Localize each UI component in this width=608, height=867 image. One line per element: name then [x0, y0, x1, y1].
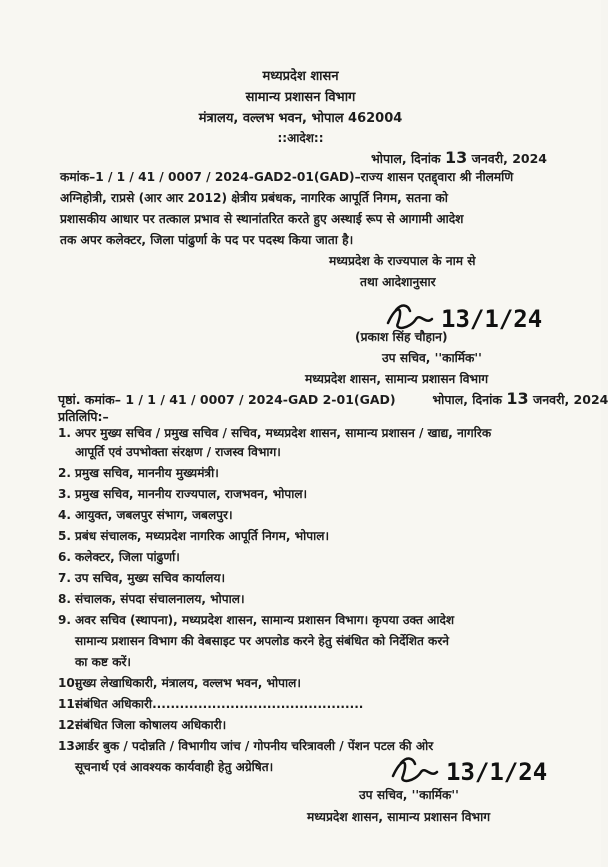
endorsement-date-day: 13	[506, 389, 529, 408]
header-order-title: ::आदेश::	[277, 131, 324, 145]
list-item: 7. उप सचिव, मुख्य सचिव कार्यालय।	[58, 571, 226, 585]
list-item-continuation: का कष्ट करें।	[75, 655, 132, 669]
list-item: 10.मुख्य लेखाधिकारी, मंत्रालय, वल्लभ भवन, भोपाल।	[58, 676, 301, 690]
signature-2-date: 13/1/24	[446, 758, 548, 786]
order-date-prefix: भोपाल, दिनांक	[371, 151, 441, 166]
order-dateline	[371, 148, 547, 167]
list-item: 6. कलेक्टर, जिला पांढुर्णा।	[58, 550, 180, 564]
list-item: 3. प्रमुख सचिव, माननीय राज्यपाल, राजभवन, भोपाल।	[58, 487, 308, 501]
list-item: 1. अपर मुख्य सचिव / प्रमुख सचिव / सचिव, मध्यप्रदेश शासन, सामान्य प्रशासन / खाद्य, नागरिक	[58, 426, 492, 440]
header-address: मंत्रालय, वल्लभ भवन, भोपाल 462004	[198, 111, 403, 126]
governor-order-line: तथा आदेशानुसार	[360, 275, 436, 289]
list-item: 12.संबंधित जिला कोषालय अधिकारी।	[58, 718, 227, 732]
list-item: 5. प्रबंध संचालक, मध्यप्रदेश नागरिक आपूर्ति निगम, भोपाल।	[58, 529, 330, 543]
order-body-line-4: तक अपर कलेक्टर, जिला पांढुर्णा के पद पर पदस्थ किया जाता है।	[60, 233, 354, 247]
endorsement-line	[58, 389, 608, 408]
signatory-office: मध्यप्रदेश शासन, सामान्य प्रशासन विभाग	[305, 372, 489, 386]
endorsement-date-prefix: भोपाल, दिनांक	[432, 392, 502, 407]
endorsement-date-suffix: जनवरी, 2024	[532, 392, 608, 407]
list-item: 8. संचालक, संपदा संचालनालय, भोपाल।	[58, 592, 245, 606]
order-date-suffix: जनवरी, 2024	[471, 151, 547, 166]
order-body-line-2: अग्निहोत्री, राप्रसे (आर आर 2012) क्षेत्रीय प्रबंधक, नागरिक आपूर्ति निगम, सतना को	[60, 191, 448, 205]
copy-to-label: प्रतिलिपि:–	[58, 409, 109, 424]
signature-1-date: 13/1/24	[441, 305, 543, 333]
signatory-designation: उप सचिव, ''कार्मिक''	[382, 351, 482, 365]
list-item: 13.आर्डर बुक / पदोन्नति / विभागीय जांच / गोपनीय चरित्रावली / पेंशन पटल की ओर	[58, 739, 434, 753]
header-government: मध्यप्रदेश शासन	[262, 69, 339, 84]
signature-2	[385, 748, 548, 790]
endorsement-prefix: पृष्ठां. कमांक– 1 / 1 / 41 / 0007 / 2024-GAD 2-01(GAD)	[58, 392, 396, 407]
list-item-continuation: आपूर्ति एवं उपभोक्ता संरक्षण / राजस्व विभाग।	[75, 445, 281, 459]
list-item: 11.संबंधित अधिकारी..............................................	[58, 697, 364, 711]
list-item-continuation: सामान्य प्रशासन विभाग की वेबसाइट पर अपलोड करने हेतु संबंधित को निर्देशित करने	[75, 634, 450, 648]
list-item-continuation: सूचनार्थ एवं आवश्यक कार्यवाही हेतु अग्रेषित।	[75, 760, 274, 774]
list-item: 4. आयुक्त, जबलपुर संभाग, जबलपुर।	[58, 508, 233, 522]
header-department: सामान्य प्रशासन विभाग	[245, 90, 356, 105]
list-item: 9. अवर सचिव (स्थापना), मध्यप्रदेश शासन, सामान्य प्रशासन विभाग। कृपया उक्त आदेश	[58, 613, 455, 627]
list-item: 2. प्रमुख सचिव, माननीय मुख्यमंत्री।	[58, 466, 219, 480]
signatory-office-endorsement: मध्यप्रदेश शासन, सामान्य प्रशासन विभाग	[307, 810, 491, 824]
order-date-day: 13	[444, 148, 468, 167]
governor-name-line: मध्यप्रदेश के राज्यपाल के नाम से	[329, 254, 476, 268]
order-body-line-3: प्रशासकीय आधार पर तत्काल प्रभाव से स्थानांतरित करते हुए अस्थाई रूप से आगामी आदेश	[60, 212, 464, 226]
order-body-line-1: कमांक–1 / 1 / 41 / 0007 / 2024-GAD2-01(GAD)–राज्य शासन एतद्द्वारा श्री नीलमणि	[60, 170, 514, 184]
signatory-designation-endorsement: उप सचिव, ''कार्मिक''	[359, 788, 459, 802]
signatory-name: (प्रकाश सिंह चौहान)	[355, 330, 448, 344]
